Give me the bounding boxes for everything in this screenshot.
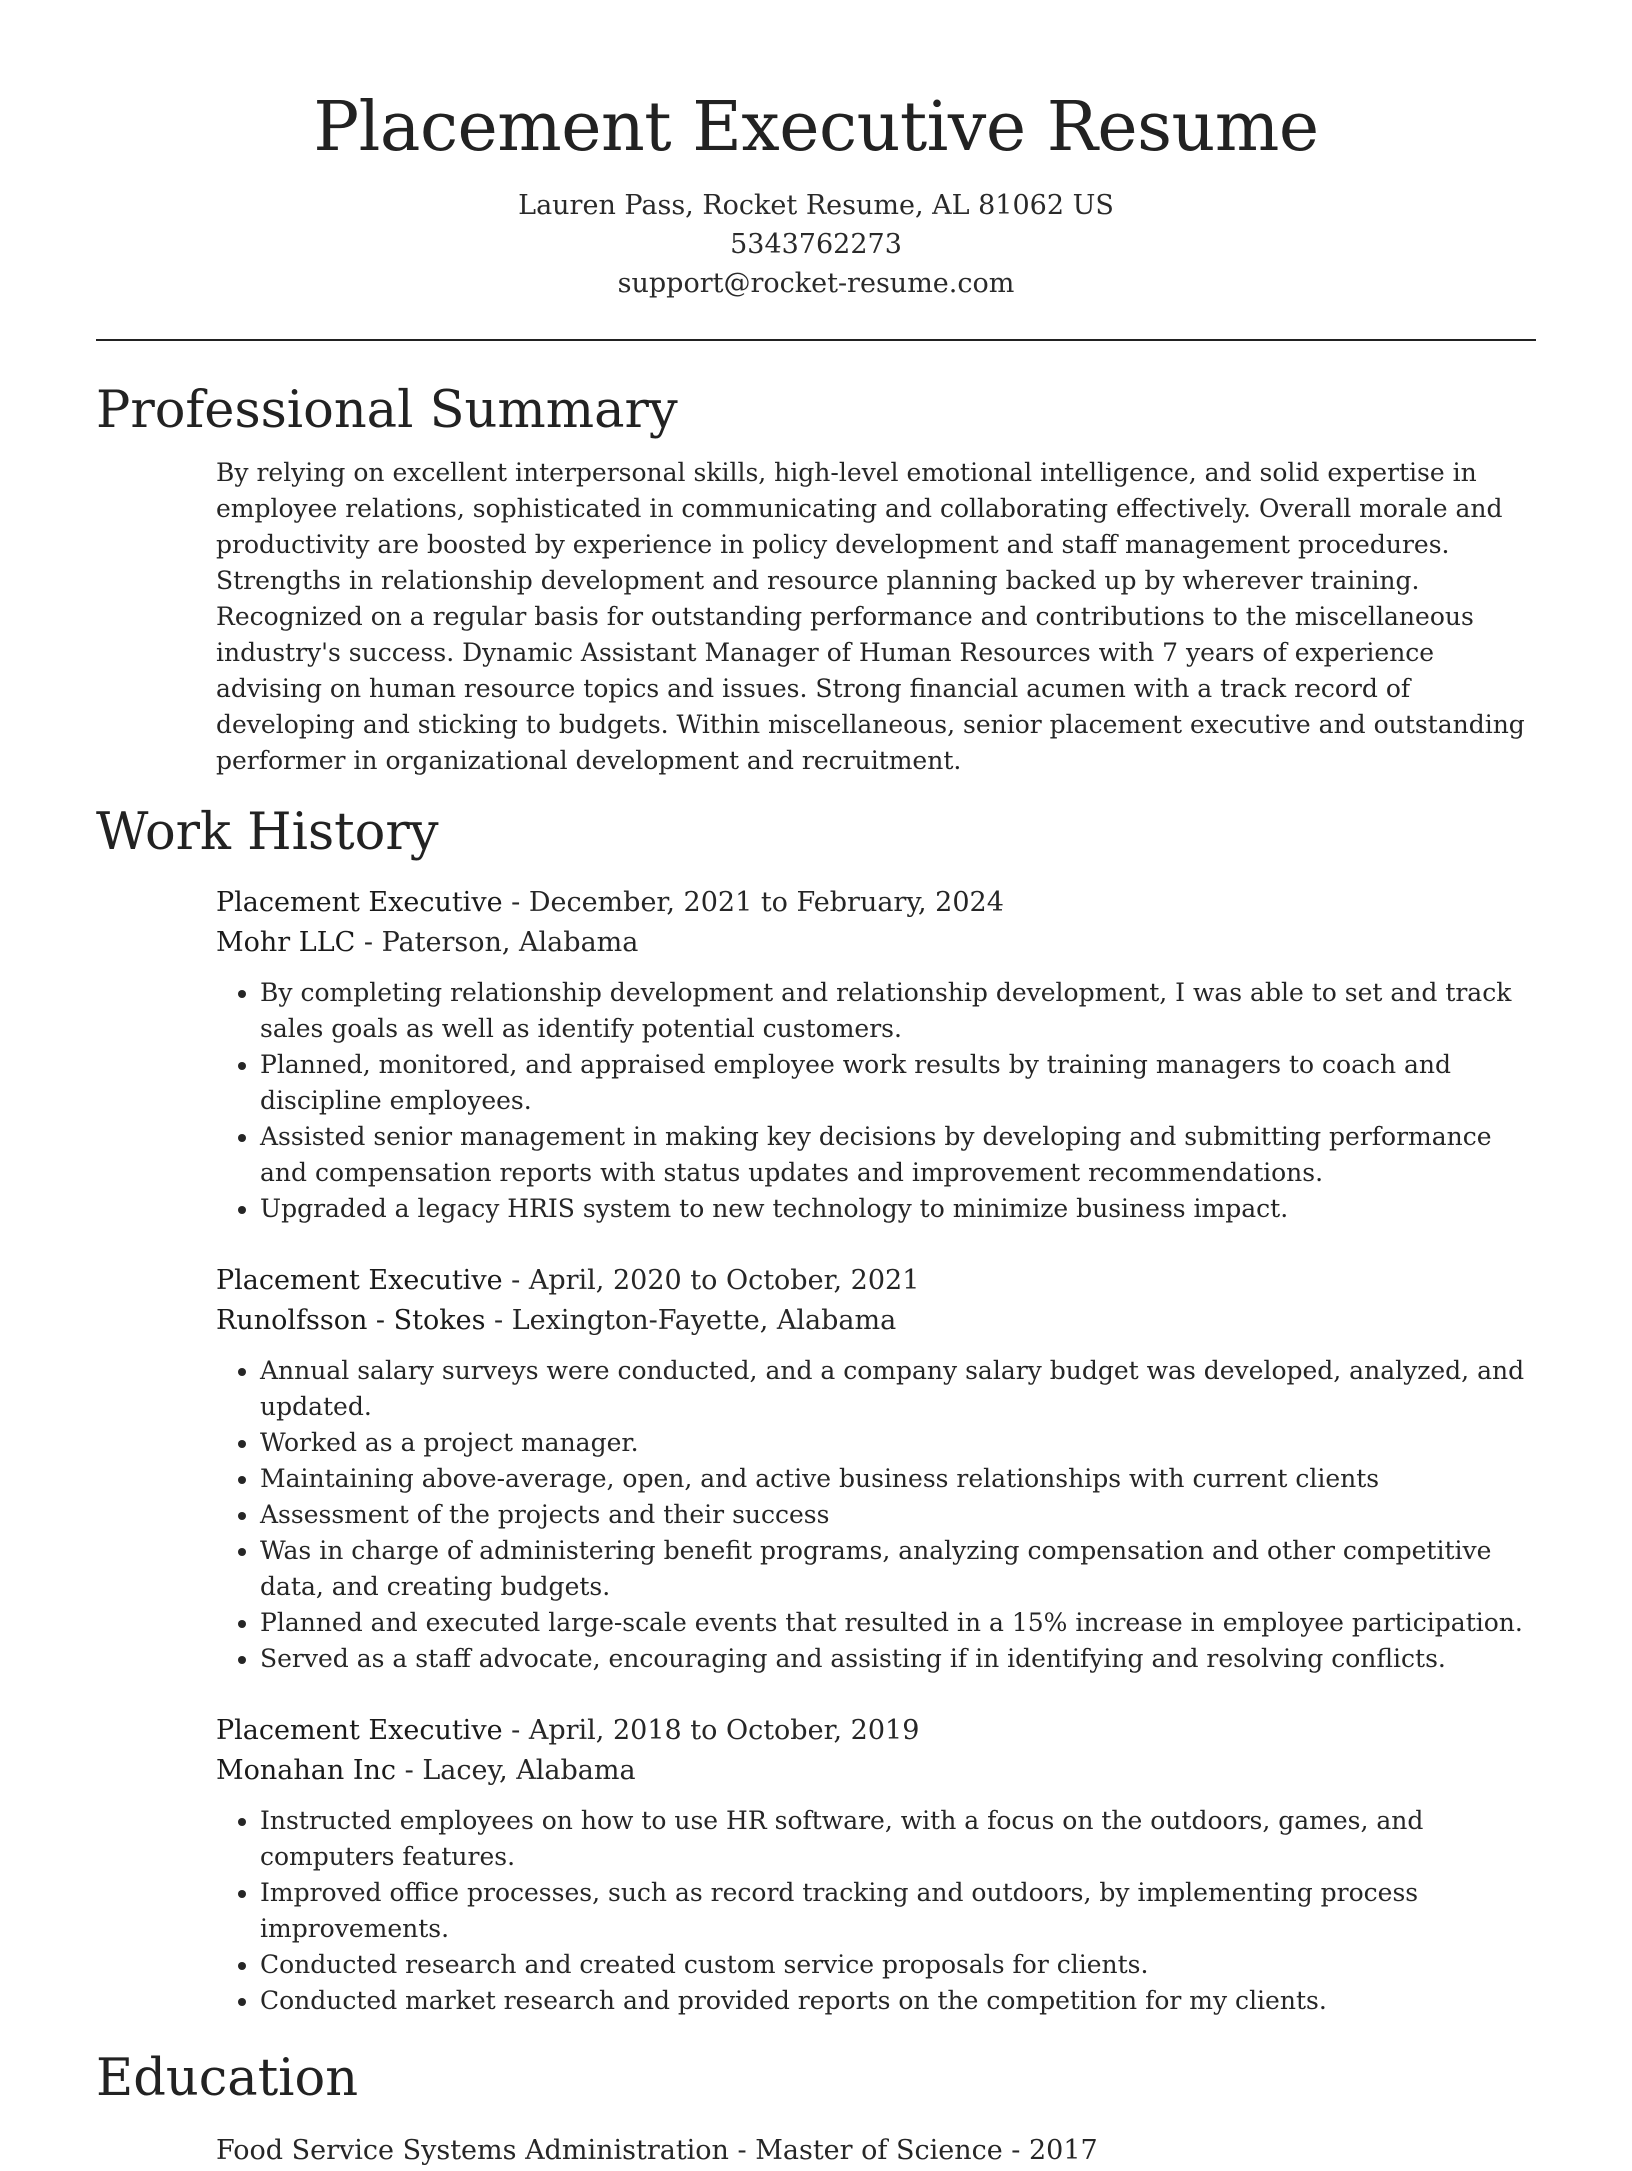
job-title-line bbox=[216, 883, 1536, 923]
list-item: • Improved office processes, such as record tracking and outdoors, by implementing process improvements. bbox=[260, 1875, 1536, 1947]
education-entry: Food Service Systems Administration - Master of Science - 2017 bbox=[216, 2135, 1098, 2166]
resume-header bbox=[96, 0, 1536, 303]
job-title-line bbox=[216, 1261, 1536, 1301]
contact-address: Lauren Pass, Rocket Resume, AL 81062 US bbox=[518, 190, 1114, 221]
job-company-line bbox=[216, 1301, 1536, 1341]
contact-block bbox=[96, 186, 1536, 303]
header-divider bbox=[96, 339, 1536, 341]
job-title: Placement Executive bbox=[216, 887, 503, 918]
job-company-line bbox=[216, 923, 1536, 963]
job-location: - Paterson, Alabama bbox=[355, 927, 639, 958]
job-entry bbox=[216, 1711, 1536, 2019]
job-dates: - April, 2018 to October, 2019 bbox=[502, 1715, 920, 1746]
list-item: • Assessment of the projects and their success bbox=[260, 1497, 1536, 1533]
list-item: • Conducted market research and provided reports on the competition for my clients. bbox=[260, 1983, 1536, 2019]
list-item: • Worked as a project manager. bbox=[260, 1425, 1536, 1461]
list-item: • Planned, monitored, and appraised employee work results by training managers to coach and discipline employees. bbox=[260, 1047, 1536, 1119]
list-item: • Assisted senior management in making key decisions by developing and submitting performance and compensation reports with status updates and improvement recommendations. bbox=[260, 1119, 1536, 1191]
list-item: • By completing relationship development and relationship development, I was able to set and track sales goals as well as identify potential customers. bbox=[260, 975, 1536, 1047]
job-company: Mohr LLC bbox=[216, 927, 356, 958]
job-entry bbox=[216, 1261, 1536, 1677]
job-location: - Lexington-Fayette, Alabama bbox=[485, 1305, 897, 1336]
job-bullets bbox=[216, 1353, 1536, 1677]
list-item: • Maintaining above-average, open, and active business relationships with current clients bbox=[260, 1461, 1536, 1497]
education-heading: Education bbox=[96, 2049, 359, 2108]
job-company-line bbox=[216, 1751, 1536, 1791]
job-title: Placement Executive bbox=[216, 1265, 503, 1296]
list-item: • Planned and executed large-scale events that resulted in a 15% increase in employee participation. bbox=[260, 1605, 1536, 1641]
resume-title: Placement Executive Resume bbox=[313, 88, 1319, 167]
job-title-line bbox=[216, 1711, 1536, 1751]
job-dates: - April, 2020 to October, 2021 bbox=[502, 1265, 920, 1296]
list-item: • Upgraded a legacy HRIS system to new technology to minimize business impact. bbox=[260, 1191, 1536, 1227]
list-item: • Instructed employees on how to use HR software, with a focus on the outdoors, games, and computers features. bbox=[260, 1803, 1536, 1875]
work-history-list bbox=[216, 883, 1536, 2019]
job-company: Monahan Inc bbox=[216, 1755, 397, 1786]
work-history-heading: Work History bbox=[96, 803, 439, 862]
job-dates: - December, 2021 to February, 2024 bbox=[502, 887, 1004, 918]
job-bullets bbox=[216, 975, 1536, 1227]
list-item: • Annual salary surveys were conducted, and a company salary budget was developed, analyzed, and updated. bbox=[260, 1353, 1536, 1425]
list-item: • Conducted research and created custom service proposals for clients. bbox=[260, 1947, 1536, 1983]
resume-page bbox=[96, 0, 1536, 2171]
education-list bbox=[216, 2131, 1536, 2171]
contact-email: support@rocket-resume.com bbox=[617, 268, 1015, 299]
contact-phone: 5343762273 bbox=[730, 229, 902, 260]
job-bullets bbox=[216, 1803, 1536, 2019]
job-company: Runolfsson - Stokes bbox=[216, 1305, 486, 1336]
job-location: - Lacey, Alabama bbox=[396, 1755, 636, 1786]
list-item: • Was in charge of administering benefit programs, analyzing compensation and other competitive data, and creating budgets. bbox=[260, 1533, 1536, 1605]
job-entry bbox=[216, 883, 1536, 1227]
summary-text: By relying on excellent interpersonal skills, high-level emotional intelligence, and solid expertise in employee relations, sophisticated in communicating and collaborating effectively. Overall morale and productivity are boosted by experience in policy development and staff management procedures. Strengths in relationship development and resource planning backed up by wherever training. Recognized on a regular basis for outstanding performance and contributions to the miscellaneous industry's success. Dynamic Assistant Manager of Human Resources with 7 years of experience advising on human resource topics and issues. Strong financial acumen with a track record of developing and sticking to budgets. Within miscellaneous, senior placement executive and outstanding performer in organizational development and recruitment. bbox=[216, 458, 1525, 775]
job-title: Placement Executive bbox=[216, 1715, 503, 1746]
list-item: • Served as a staff advocate, encouraging and assisting if in identifying and resolving conflicts. bbox=[260, 1641, 1536, 1677]
summary-heading: Professional Summary bbox=[96, 381, 678, 440]
